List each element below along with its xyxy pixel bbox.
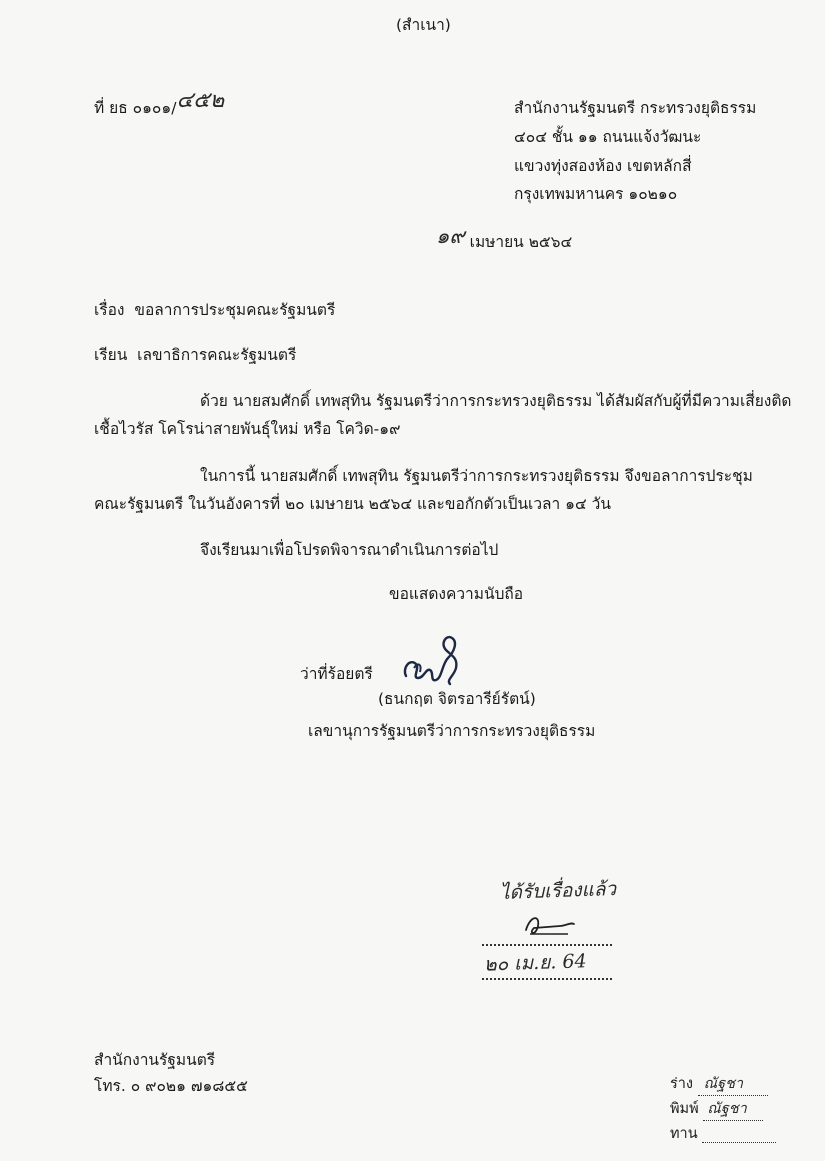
letter-date xyxy=(436,224,573,252)
recipient-line xyxy=(94,345,296,365)
draft-row xyxy=(670,1072,768,1096)
body-paragraph-1-line-1: ด้วย นายสมศักดิ์ เทพสุทิน รัฐมนตรีว่าการกระทรวงยุติธรรม ได้สัมผัสกับผู้ที่มีความเสี่ยงติด xyxy=(200,392,792,410)
signature-image xyxy=(396,628,468,688)
subject-text: ขอลาการประชุมคณะรัฐมนตรี xyxy=(134,301,336,319)
recipient-text: เลขาธิการคณะรัฐมนตรี xyxy=(137,346,297,364)
review-label: ทาน xyxy=(670,1126,698,1142)
footer-office: สำนักงานรัฐมนตรี xyxy=(94,1051,216,1069)
body-paragraph-3: จึงเรียนมาเพื่อโปรดพิจารณาดำเนินการต่อไป xyxy=(200,541,499,559)
signatory-position: เลขานุการรัฐมนตรีว่าการกระทรวงยุติธรรม xyxy=(308,722,596,740)
recipient-label: เรียน xyxy=(94,346,128,364)
address-line-3: แขวงทุ่งสองห้อง เขตหลักสี่ xyxy=(514,157,692,175)
receipt-date-handwritten: ๒๐ เม.ย. 64 xyxy=(483,950,587,976)
copy-mark: (สำเนา) xyxy=(396,16,451,34)
receipt-initials-image xyxy=(520,908,580,940)
subject-label: เรื่อง xyxy=(94,301,125,319)
review-dotted-line xyxy=(702,1126,776,1143)
print-row xyxy=(670,1097,763,1121)
date-month-year: เมษายน ๒๕๖๔ xyxy=(469,233,573,251)
review-row xyxy=(670,1122,776,1145)
date-day-handwritten: ๑๙ xyxy=(436,224,465,248)
draft-name: ณัฐชา xyxy=(698,1072,768,1096)
print-label: พิมพ์ xyxy=(670,1101,699,1117)
address-line-4: กรุงเทพมหานคร ๑๐๒๑๐ xyxy=(514,185,678,203)
receipt-received-text: ได้รับเรื่องแล้ว xyxy=(499,877,617,905)
reference-number-handwritten: ๔๕๒ xyxy=(176,88,225,113)
receipt-dotted-line-bottom xyxy=(482,978,612,980)
body-paragraph-2-line-1: ในการนี้ นายสมศักดิ์ เทพสุทิน รัฐมนตรีว่าการกระทรวงยุติธรรม จึงขอลาการประชุม xyxy=(200,467,753,485)
signatory-rank: ว่าที่ร้อยตรี xyxy=(300,665,373,683)
subject-line xyxy=(94,300,335,320)
receipt-dotted-line xyxy=(482,944,612,946)
body-paragraph-1-line-2: เชื้อไวรัส โคโรน่าสายพันธุ์ใหม่ หรือ โควิด-๑๙ xyxy=(94,420,401,438)
reference-label: ที่ ยธ ๐๑๐๑/ xyxy=(94,99,177,117)
print-name: ณัฐชา xyxy=(703,1097,763,1121)
footer-phone: โทร. ๐ ๙๐๒๑ ๗๑๘๕๕ xyxy=(94,1077,248,1095)
body-paragraph-2-line-2: คณะรัฐมนตรี ในวันอังคารที่ ๒๐ เมษายน ๒๕๖๔ และขอกักตัวเป็นเวลา ๑๔ วัน xyxy=(94,495,611,513)
draft-label: ร่าง xyxy=(670,1076,694,1092)
address-line-1: สำนักงานรัฐมนตรี กระทรวงยุติธรรม xyxy=(514,99,757,117)
signatory-name: (ธนกฤต จิตรอารีย์รัตน์) xyxy=(378,690,536,708)
reference-number xyxy=(94,88,225,118)
address-line-2: ๔๐๔ ชั้น ๑๑ ถนนแจ้งวัฒนะ xyxy=(514,128,702,146)
closing: ขอแสดงความนับถือ xyxy=(389,585,524,603)
